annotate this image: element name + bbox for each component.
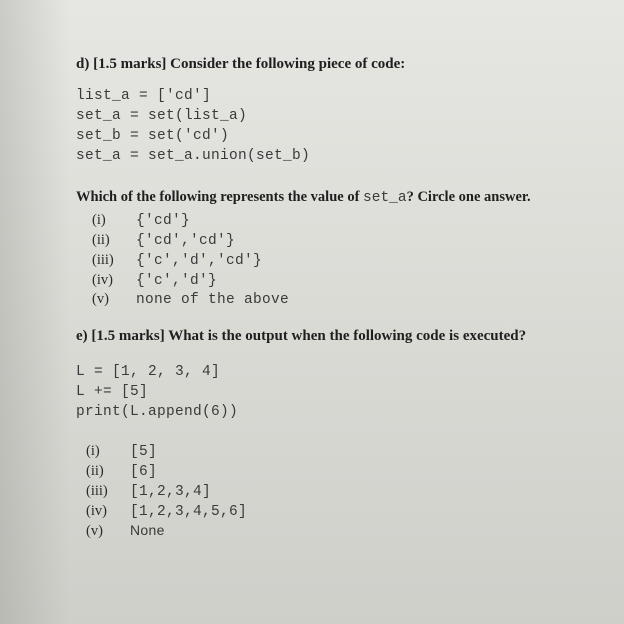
option-number: (iii) <box>86 483 108 499</box>
question-d-code-line: set_a = set_a.union(set_b) <box>76 148 311 164</box>
question-e-code-line: L = [1, 2, 3, 4] <box>76 364 221 380</box>
question-e-option[interactable] <box>86 503 247 520</box>
question-d-option[interactable] <box>92 252 262 269</box>
question-d-code-line: list_a = ['cd'] <box>76 88 212 104</box>
option-number: (iv) <box>92 272 113 288</box>
prompt-text-before: Which of the following represents the value of <box>76 189 364 205</box>
question-e-option[interactable] <box>86 483 211 500</box>
option-number: (ii) <box>92 232 110 248</box>
option-number: (v) <box>92 291 109 307</box>
question-d-option[interactable] <box>92 232 235 249</box>
question-e-option[interactable] <box>86 443 157 460</box>
option-text: none of the above <box>136 292 290 308</box>
prompt-text-after: ? Circle one answer. <box>406 189 531 205</box>
option-text: {'c','d'} <box>136 273 218 289</box>
option-number: (iv) <box>86 503 107 519</box>
page-shadow <box>0 0 70 624</box>
question-d-option[interactable] <box>92 212 190 229</box>
question-e-option[interactable] <box>86 463 157 480</box>
option-number: (i) <box>92 212 106 228</box>
option-number: (iii) <box>92 252 114 268</box>
question-d-option[interactable] <box>92 272 217 289</box>
question-d-code-line: set_a = set(list_a) <box>76 108 248 124</box>
option-number: (v) <box>86 523 103 539</box>
option-text: {'cd','cd'} <box>136 233 236 249</box>
option-number: (i) <box>86 443 100 459</box>
option-text: {'cd'} <box>136 213 191 229</box>
option-text: [5] <box>130 444 158 460</box>
option-text: [1,2,3,4] <box>130 484 212 500</box>
question-e-heading: e) [1.5 marks] What is the output when the following code is executed? <box>76 328 527 344</box>
option-text: [6] <box>130 464 158 480</box>
option-text: None <box>130 522 165 538</box>
question-e-option[interactable] <box>86 522 165 540</box>
question-d-code-line: set_b = set('cd') <box>76 128 230 144</box>
question-d-option[interactable] <box>92 291 289 308</box>
question-d-prompt <box>76 189 531 206</box>
question-d-heading: d) [1.5 marks] Consider the following piece of code: <box>76 56 406 72</box>
option-text: [1,2,3,4,5,6] <box>130 504 248 520</box>
option-text: {'c','d','cd'} <box>136 253 263 269</box>
question-e-code-line: print(L.append(6)) <box>76 404 239 420</box>
prompt-inline-code: set_a <box>363 190 407 206</box>
question-e-code-line: L += [5] <box>76 384 149 400</box>
option-number: (ii) <box>86 463 104 479</box>
